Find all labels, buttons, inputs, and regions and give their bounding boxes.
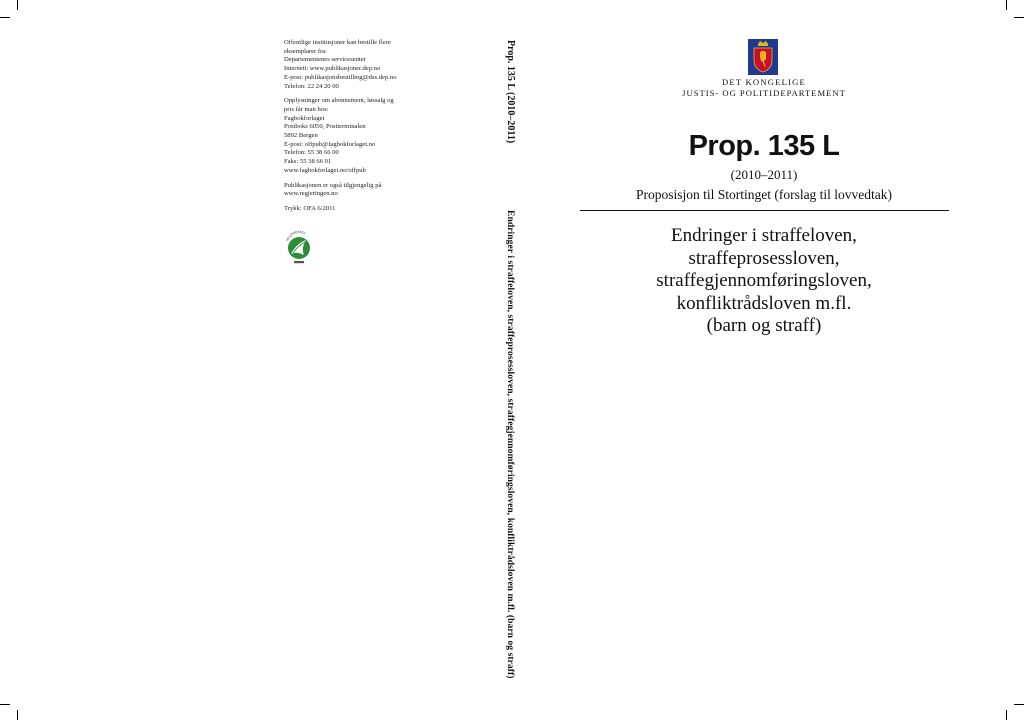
spine-prop-number: Prop. 135 L (2010–2011)	[505, 40, 516, 144]
prop-number: Prop. 135 L	[688, 130, 840, 162]
crop-mark	[1014, 17, 1024, 18]
divider	[580, 210, 949, 211]
ministry-name	[640, 77, 888, 99]
back-cover-info	[284, 39, 444, 220]
ministry-line: JUSTIS- OG POLITIDEPARTEMENT	[682, 88, 846, 98]
crop-mark	[17, 0, 18, 10]
document-title	[580, 225, 948, 338]
print-info	[284, 205, 444, 214]
info-line: 5892 Bergen	[284, 132, 318, 140]
info-line: E-post: offpub@fagbokforlaget.no	[284, 140, 376, 148]
svg-text:MILJØMERKET: MILJØMERKET	[285, 229, 307, 242]
title-line: straffeprosessloven,	[688, 247, 840, 269]
info-line: E-post: publikasjonsbestilling@dss.dep.no	[284, 73, 397, 81]
subscription-info	[284, 97, 444, 175]
document-subtitle: Proposisjon til Stortinget (forslag til lovvedtak)	[635, 187, 893, 202]
crop-mark	[0, 704, 10, 705]
info-line: Departementenes servicesenter	[284, 56, 366, 64]
title-line: straffegjennomføringsloven,	[656, 270, 872, 292]
info-line: eksemplarer fra:	[284, 47, 328, 55]
title-line: (barn og straff)	[706, 315, 822, 337]
crop-mark	[1006, 0, 1007, 10]
title-line: Endringer i straffeloven,	[671, 225, 857, 246]
title-line: konfliktrådsloven m.fl.	[676, 292, 852, 314]
info-line: Publikasjonen er også tilgjengelig på	[284, 181, 382, 189]
info-line: Faks: 55 38 66 01	[284, 158, 332, 166]
norwegian-coat-of-arms-icon	[748, 39, 778, 75]
session-years: (2010–2011)	[730, 167, 798, 182]
swan-ecolabel-icon	[284, 229, 314, 267]
online-info	[284, 182, 444, 199]
crop-mark	[17, 710, 18, 720]
info-line: Telefon: 22 24 20 00	[284, 82, 339, 90]
info-line: Fagbokforlaget	[284, 114, 325, 122]
info-line: Opplysninger om abonnement, løssalg og	[284, 97, 394, 105]
info-line: Telefon: 55 38 66 00	[284, 149, 339, 157]
crop-mark	[1014, 704, 1024, 705]
info-line: Postboks 6050, Postterminalen	[284, 123, 366, 131]
crop-mark	[0, 17, 10, 18]
info-line: Offentlige institusjoner kan bestille flere	[284, 39, 391, 46]
info-line: www.fagbokforlaget.no/offpub	[284, 166, 366, 174]
order-info	[284, 39, 444, 91]
crop-mark	[1006, 710, 1007, 720]
info-line: Internett: www.publikasjoner.dep.no	[284, 65, 381, 73]
ministry-line: DET KONGELIGE	[722, 77, 806, 87]
print-line: Trykk: OFA 6/2011	[284, 204, 336, 212]
info-line: pris får man hos:	[284, 105, 329, 113]
spine-title: Endringer i straffeloven, straffeprosessloven, straffegjennomføringsloven, konfliktrådsloven m.fl. (barn og straff)	[505, 210, 516, 679]
info-line: www.regjeringen.no	[284, 190, 338, 198]
